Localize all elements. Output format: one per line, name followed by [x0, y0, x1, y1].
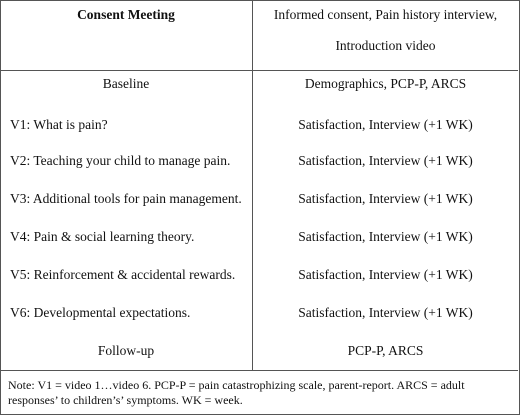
row-v1-left: V1: What is pain?: [10, 117, 108, 132]
row-v6-right: Satisfaction, Interview (+1 WK): [298, 305, 473, 320]
row-v6-left: V6: Developmental expectations.: [10, 305, 191, 320]
row-followup-left: Follow-up: [97, 343, 155, 358]
table-note-line2: responses’ to children’s’ symptoms. WK = week.: [8, 393, 243, 407]
row-v4-left: V4: Pain & social learning theory.: [10, 229, 195, 244]
table-note: [8, 378, 513, 408]
row-v2-left: V2: Teaching your child to manage pain.: [10, 153, 231, 168]
row-followup-right: PCP-P, ARCS: [347, 343, 424, 358]
row-v3-left: V3: Additional tools for pain management.: [10, 191, 242, 206]
row-v2-right: Satisfaction, Interview (+1 WK): [298, 153, 473, 168]
row-v3-right: Satisfaction, Interview (+1 WK): [298, 191, 473, 206]
row-v1-right: Satisfaction, Interview (+1 WK): [298, 117, 473, 132]
header-divider: [0, 70, 518, 71]
row-baseline-left: Baseline: [102, 76, 150, 91]
row-baseline-right: Demographics, PCP-P, ARCS: [304, 76, 467, 91]
row-v4-right: Satisfaction, Interview (+1 WK): [298, 229, 473, 244]
row-v5-right: Satisfaction, Interview (+1 WK): [298, 267, 473, 282]
table-note-line1: Note: V1 = video 1…video 6. PCP-P = pain catastrophizing scale, parent-report. ARCS = adult: [8, 378, 465, 392]
header-left-cell: Consent Meeting: [77, 7, 175, 22]
header-right-line2: Introduction video: [335, 38, 436, 53]
row-v5-left: V5: Reinforcement & accidental rewards.: [10, 267, 236, 282]
note-divider: [0, 370, 518, 371]
header-right-line1: Informed consent, Pain history interview,: [273, 7, 498, 22]
